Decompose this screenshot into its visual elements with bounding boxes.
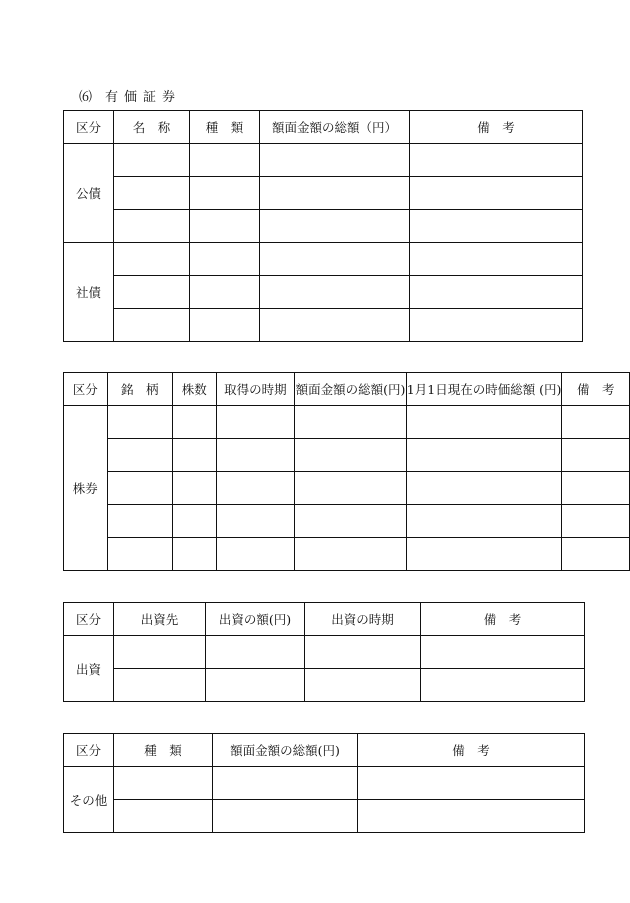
header-type: 種 類 bbox=[114, 734, 213, 767]
input-cell[interactable] bbox=[410, 144, 583, 177]
category-corporate-bonds: 社債 bbox=[64, 243, 114, 342]
header-investment-time: 出資の時期 bbox=[305, 603, 421, 636]
input-cell[interactable] bbox=[406, 439, 562, 472]
input-cell[interactable] bbox=[406, 538, 562, 571]
header-investee: 出資先 bbox=[114, 603, 206, 636]
input-cell[interactable] bbox=[295, 505, 407, 538]
header-category: 区分 bbox=[64, 734, 114, 767]
stocks-table bbox=[63, 372, 630, 571]
input-cell[interactable] bbox=[206, 636, 305, 669]
input-cell[interactable] bbox=[172, 406, 216, 439]
category-investments: 出資 bbox=[64, 636, 114, 702]
input-cell[interactable] bbox=[305, 636, 421, 669]
input-cell[interactable] bbox=[206, 669, 305, 702]
input-cell[interactable] bbox=[295, 439, 407, 472]
input-cell[interactable] bbox=[172, 439, 216, 472]
input-cell[interactable] bbox=[213, 767, 358, 800]
input-cell[interactable] bbox=[172, 505, 216, 538]
input-cell[interactable] bbox=[213, 800, 358, 833]
category-other: その他 bbox=[64, 767, 114, 833]
header-remarks: 備 考 bbox=[562, 373, 630, 406]
section-number: ⑹ bbox=[79, 90, 94, 105]
input-cell[interactable] bbox=[562, 538, 630, 571]
header-remarks: 備 考 bbox=[358, 734, 585, 767]
input-cell[interactable] bbox=[216, 439, 295, 472]
input-cell[interactable] bbox=[260, 177, 410, 210]
input-cell[interactable] bbox=[410, 243, 583, 276]
input-cell[interactable] bbox=[562, 505, 630, 538]
header-shares: 株数 bbox=[172, 373, 216, 406]
input-cell[interactable] bbox=[107, 538, 172, 571]
input-cell[interactable] bbox=[107, 505, 172, 538]
input-cell[interactable] bbox=[406, 472, 562, 505]
input-cell[interactable] bbox=[114, 669, 206, 702]
input-cell[interactable] bbox=[172, 472, 216, 505]
header-face-value-total: 額面金額の総額（円） bbox=[260, 111, 410, 144]
bonds-table bbox=[63, 110, 583, 342]
input-cell[interactable] bbox=[410, 177, 583, 210]
input-cell[interactable] bbox=[114, 800, 213, 833]
input-cell[interactable] bbox=[190, 243, 260, 276]
header-name: 名 称 bbox=[114, 111, 190, 144]
input-cell[interactable] bbox=[406, 406, 562, 439]
input-cell[interactable] bbox=[562, 406, 630, 439]
input-cell[interactable] bbox=[260, 243, 410, 276]
input-cell[interactable] bbox=[114, 177, 190, 210]
input-cell[interactable] bbox=[216, 406, 295, 439]
input-cell[interactable] bbox=[114, 309, 190, 342]
header-investment-amount: 出資の額(円) bbox=[206, 603, 305, 636]
input-cell[interactable] bbox=[260, 144, 410, 177]
header-acquisition-time: 取得の時期 bbox=[216, 373, 295, 406]
input-cell[interactable] bbox=[406, 505, 562, 538]
input-cell[interactable] bbox=[114, 144, 190, 177]
input-cell[interactable] bbox=[107, 439, 172, 472]
input-cell[interactable] bbox=[114, 636, 206, 669]
header-face-value-total: 額面金額の総額(円) bbox=[213, 734, 358, 767]
input-cell[interactable] bbox=[260, 276, 410, 309]
input-cell[interactable] bbox=[421, 636, 585, 669]
investments-table bbox=[63, 602, 585, 702]
input-cell[interactable] bbox=[114, 243, 190, 276]
input-cell[interactable] bbox=[190, 177, 260, 210]
input-cell[interactable] bbox=[295, 406, 407, 439]
input-cell[interactable] bbox=[190, 309, 260, 342]
section-title-text: 有価証券 bbox=[105, 90, 182, 105]
other-securities-table bbox=[63, 733, 585, 833]
input-cell[interactable] bbox=[114, 276, 190, 309]
input-cell[interactable] bbox=[410, 276, 583, 309]
input-cell[interactable] bbox=[190, 144, 260, 177]
header-market-value-jan1: 1月1日現在の時価総額 (円) bbox=[406, 373, 562, 406]
header-remarks: 備 考 bbox=[421, 603, 585, 636]
input-cell[interactable] bbox=[114, 210, 190, 243]
input-cell[interactable] bbox=[410, 309, 583, 342]
input-cell[interactable] bbox=[190, 210, 260, 243]
header-category: 区分 bbox=[64, 603, 114, 636]
input-cell[interactable] bbox=[190, 276, 260, 309]
input-cell[interactable] bbox=[107, 472, 172, 505]
input-cell[interactable] bbox=[216, 472, 295, 505]
input-cell[interactable] bbox=[358, 767, 585, 800]
input-cell[interactable] bbox=[562, 439, 630, 472]
input-cell[interactable] bbox=[562, 472, 630, 505]
header-category: 区分 bbox=[64, 111, 114, 144]
section-title bbox=[79, 86, 181, 105]
category-public-bonds: 公債 bbox=[64, 144, 114, 243]
header-face-value-total: 額面金額の総額(円) bbox=[295, 373, 407, 406]
header-type: 種 類 bbox=[190, 111, 260, 144]
input-cell[interactable] bbox=[216, 505, 295, 538]
input-cell[interactable] bbox=[358, 800, 585, 833]
input-cell[interactable] bbox=[295, 538, 407, 571]
header-remarks: 備 考 bbox=[410, 111, 583, 144]
category-stocks: 株券 bbox=[64, 406, 108, 571]
input-cell[interactable] bbox=[107, 406, 172, 439]
input-cell[interactable] bbox=[172, 538, 216, 571]
input-cell[interactable] bbox=[295, 472, 407, 505]
input-cell[interactable] bbox=[114, 767, 213, 800]
input-cell[interactable] bbox=[421, 669, 585, 702]
input-cell[interactable] bbox=[216, 538, 295, 571]
input-cell[interactable] bbox=[260, 210, 410, 243]
input-cell[interactable] bbox=[305, 669, 421, 702]
header-category: 区分 bbox=[64, 373, 108, 406]
input-cell[interactable] bbox=[260, 309, 410, 342]
input-cell[interactable] bbox=[410, 210, 583, 243]
header-stock-name: 銘 柄 bbox=[107, 373, 172, 406]
